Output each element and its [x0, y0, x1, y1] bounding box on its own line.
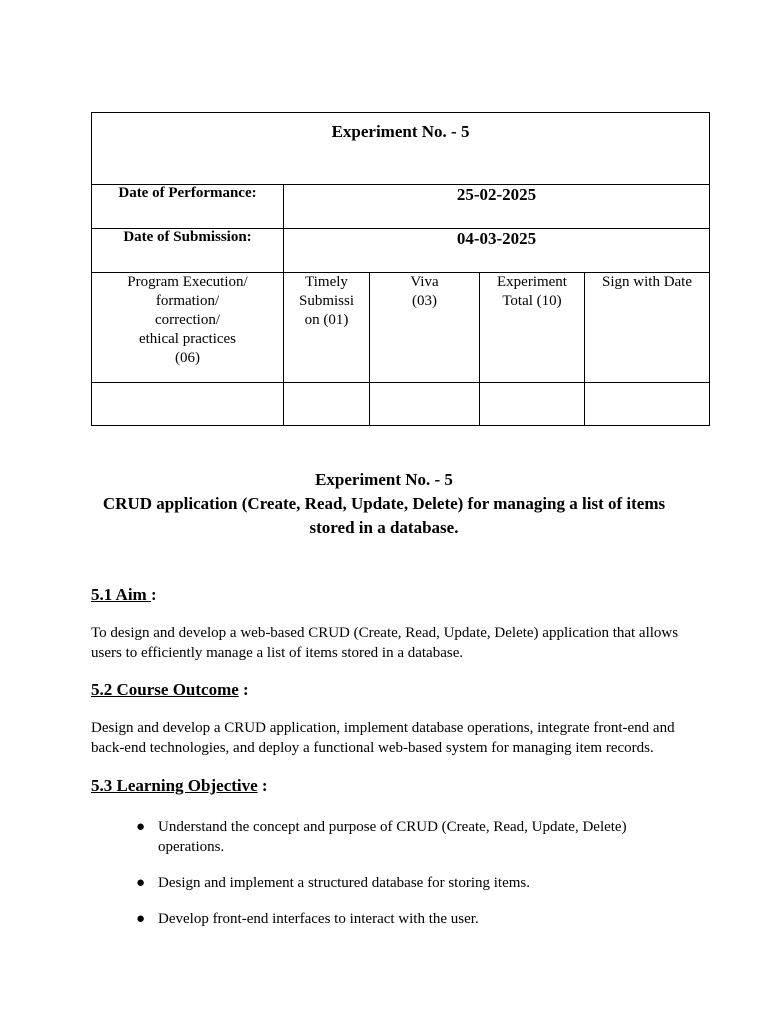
bullet-icon: ●	[136, 819, 146, 835]
bullet-icon: ●	[136, 911, 146, 927]
table-title: Experiment No. - 5	[92, 113, 710, 185]
list-item: ● Design and implement a structured database for storing items.	[136, 875, 530, 891]
date-of-submission-label: Date of Submission:	[92, 229, 284, 273]
course-outcome-heading: 5.2 Course Outcome :	[91, 680, 249, 699]
experiment-title-line2: stored in a database.	[309, 518, 459, 537]
date-of-submission-value: 04-03-2025	[284, 229, 710, 273]
experiment-heading	[80, 468, 688, 540]
course-outcome-text: Design and develop a CRUD application, implement database operations, integrate front-end and back-end technologies, and deploy a functional web-based system for managing item records.	[91, 720, 675, 756]
experiment-info-table	[91, 112, 710, 426]
experiment-total-cell	[480, 383, 585, 426]
viva-header: Viva (03)	[370, 273, 480, 383]
program-execution-cell	[92, 383, 284, 426]
bullet-icon: ●	[136, 875, 146, 891]
list-item: ● Develop front-end interfaces to interact with the user.	[136, 911, 479, 927]
sign-with-date-header: Sign with Date	[585, 273, 710, 383]
timely-submission-cell	[284, 383, 370, 426]
learning-objective-heading: 5.3 Learning Objective :	[91, 776, 268, 795]
program-execution-header: Program Execution/ formation/ correction/ ethical practices (06)	[92, 273, 284, 383]
viva-cell	[370, 383, 480, 426]
aim-heading: 5.1 Aim :	[91, 585, 157, 604]
aim-text: To design and develop a web-based CRUD (Create, Read, Update, Delete) application that allows users to efficiently manage a list of items stored in a database.	[91, 625, 679, 661]
experiment-number: Experiment No. - 5	[315, 470, 453, 489]
date-of-performance-value: 25-02-2025	[284, 185, 710, 229]
experiment-total-header: Experiment Total (10)	[480, 273, 585, 383]
timely-submission-header: Timely Submissi on (01)	[284, 273, 370, 383]
experiment-title-line1: CRUD application (Create, Read, Update, Delete) for managing a list of items	[102, 494, 666, 513]
list-item: ● Understand the concept and purpose of CRUD (Create, Read, Update, Delete) operations.	[136, 819, 627, 855]
date-of-performance-label: Date of Performance:	[92, 185, 284, 229]
learning-objectives-list	[136, 817, 656, 945]
sign-with-date-cell	[585, 383, 710, 426]
